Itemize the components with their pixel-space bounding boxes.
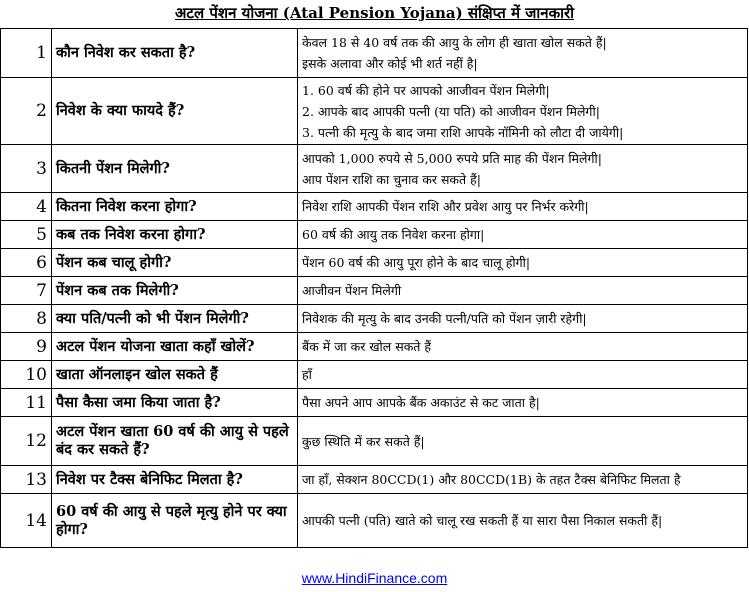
question-cell: निवेश के क्या फायदे हैं? xyxy=(52,78,298,145)
row-number: 13 xyxy=(1,466,52,494)
answer-line: 1. 60 वर्ष की होने पर आपको आजीवन पेंशन मिलेगी| xyxy=(302,82,550,98)
row-number: 6 xyxy=(1,249,52,277)
question-cell: अटल पेंशन योजना खाता कहाँ खोलें? xyxy=(52,333,298,361)
answer-line: 60 वर्ष की आयु तक निवेश करना होगा| xyxy=(302,227,485,242)
table-row xyxy=(1,333,748,361)
answer-line: पैसा अपने आप आपके बैंक अकाउंट से कट जाता है| xyxy=(302,395,540,410)
answer-cell xyxy=(298,389,748,417)
table-row xyxy=(1,361,748,389)
row-number: 4 xyxy=(1,193,52,221)
table-row xyxy=(1,249,748,277)
answer-cell xyxy=(298,145,748,193)
question-cell: कितना निवेश करना होगा? xyxy=(52,193,298,221)
answer-line: 2. आपके बाद आपकी पत्नी (या पति) को आजीवन पेंशन मिलेगी| xyxy=(302,103,600,119)
answer-line: बैंक में जा कर खोल सकते हैं xyxy=(302,339,432,354)
row-number: 1 xyxy=(1,29,52,78)
row-number: 5 xyxy=(1,221,52,249)
answer-cell xyxy=(298,466,748,494)
answer-cell xyxy=(298,193,748,221)
question-cell: पेंशन कब तक मिलेगी? xyxy=(52,277,298,305)
table-row xyxy=(1,466,748,494)
answer-line: केवल 18 से 40 वर्ष तक की आयु के लोग ही खाता खोल सकते हैं| xyxy=(302,35,607,50)
answer-cell xyxy=(298,494,748,548)
answer-cell xyxy=(298,277,748,305)
question-cell: कौन निवेश कर सकता है? xyxy=(52,29,298,78)
row-number: 14 xyxy=(1,494,52,548)
row-number: 3 xyxy=(1,145,52,193)
answer-line: आप पेंशन राशि का चुनाव कर सकते हैं| xyxy=(302,171,481,187)
row-number: 2 xyxy=(1,78,52,145)
answer-line: पेंशन 60 वर्ष की आयु पूरा होने के बाद चालू होगी| xyxy=(302,255,531,270)
question-cell: खाता ऑनलाइन खोल सकते हैं xyxy=(52,361,298,389)
row-number: 10 xyxy=(1,361,52,389)
answer-line: आपको 1,000 रुपये से 5,000 रुपये प्रति माह की पेंशन मिलेगी| xyxy=(302,150,602,166)
answer-cell xyxy=(298,29,748,78)
table-row xyxy=(1,78,748,145)
answer-line: निवेशक की मृत्यु के बाद उनकी पत्नी/पति को पेंशन ज़ारी रहेगी| xyxy=(302,311,587,326)
page-title: अटल पेंशन योजना (Atal Pension Yojana) संक्षिप्त में जानकारी xyxy=(174,4,575,22)
info-table-body xyxy=(1,29,748,548)
table-row xyxy=(1,417,748,466)
table-row xyxy=(1,305,748,333)
table-row xyxy=(1,277,748,305)
question-cell: अटल पेंशन खाता 60 वर्ष की आयु से पहले बंद कर सकते हैं? xyxy=(52,417,298,466)
table-row xyxy=(1,494,748,548)
answer-cell xyxy=(298,221,748,249)
row-number: 7 xyxy=(1,277,52,305)
answer-cell xyxy=(298,361,748,389)
answer-cell xyxy=(298,305,748,333)
row-number: 12 xyxy=(1,417,52,466)
answer-line: हाँ xyxy=(302,367,312,382)
website-link[interactable]: www.HindiFinance.com xyxy=(301,570,448,586)
question-cell: पैसा कैसा जमा किया जाता है? xyxy=(52,389,298,417)
question-cell: कब तक निवेश करना होगा? xyxy=(52,221,298,249)
row-number: 9 xyxy=(1,333,52,361)
answer-line: निवेश राशि आपकी पेंशन राशि और प्रवेश आयु पर निर्भर करेगी| xyxy=(302,199,589,214)
table-row xyxy=(1,29,748,78)
answer-line: आजीवन पेंशन मिलेगी xyxy=(302,283,402,298)
answer-cell xyxy=(298,249,748,277)
answer-line: जा हाँ, सेक्शन 80CCD(1) और 80CCD(1B) के तहत टैक्स बेनिफिट मिलता है xyxy=(302,472,681,487)
table-row xyxy=(1,389,748,417)
answer-line: इसके अलावा और कोई भी शर्त नहीं है| xyxy=(302,56,478,71)
answer-line: आपकी पत्नी (पति) खाते को चालू रख सकती हैं या सारा पैसा निकाल सकती हैं| xyxy=(302,513,663,528)
question-cell: पेंशन कब चालू होगी? xyxy=(52,249,298,277)
row-number: 8 xyxy=(1,305,52,333)
answer-cell xyxy=(298,417,748,466)
answer-line: 3. पत्नी की मृत्यु के बाद जमा राशि आपके नॉमिनी को लौटा दी जायेगी| xyxy=(302,124,624,140)
question-cell: निवेश पर टैक्स बेनिफिट मिलता है? xyxy=(52,466,298,494)
answer-cell xyxy=(298,78,748,145)
table-row xyxy=(1,221,748,249)
row-number: 11 xyxy=(1,389,52,417)
question-cell: 60 वर्ष की आयु से पहले मृत्यु होने पर क्या होगा? xyxy=(52,494,298,548)
answer-cell xyxy=(298,333,748,361)
table-row xyxy=(1,145,748,193)
table-row xyxy=(1,193,748,221)
question-cell: कितनी पेंशन मिलेगी? xyxy=(52,145,298,193)
answer-line: कुछ स्थिति में कर सकते हैं| xyxy=(302,433,425,449)
question-cell: क्या पति/पत्नी को भी पेंशन मिलेगी? xyxy=(52,305,298,333)
info-table xyxy=(0,28,748,548)
